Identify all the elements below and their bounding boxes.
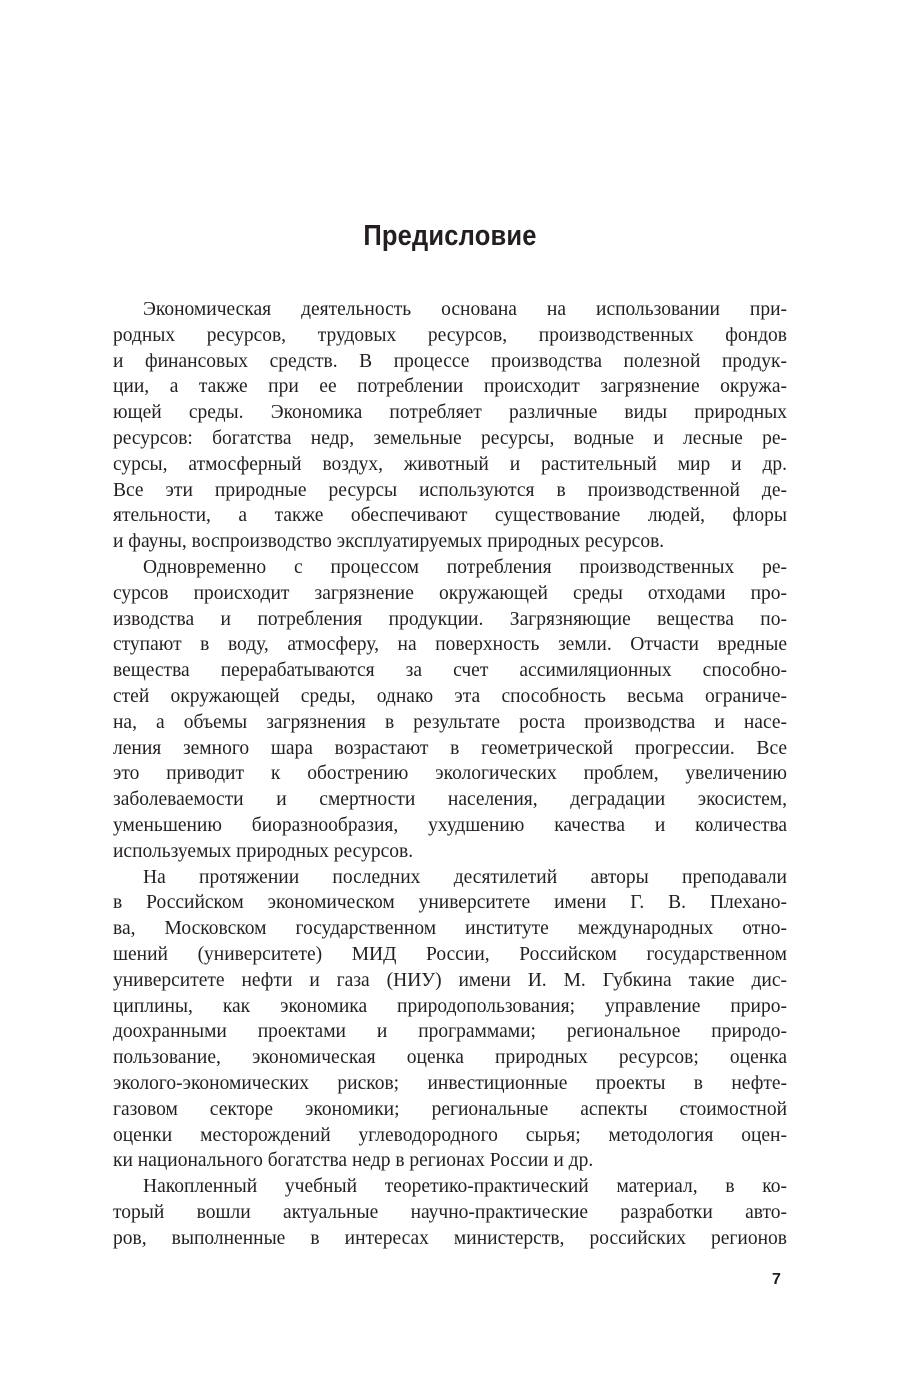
paragraph <box>113 1174 787 1251</box>
text-line: и финансовых средств. В процессе производства полезной продук- <box>113 350 787 372</box>
text-line: шений (университете) МИД России, Российском государственном <box>113 943 787 965</box>
text-line: стей окружающей среды, однако эта способность весьма ограниче- <box>113 685 787 707</box>
text-line: ятельности, а также обеспечивают существование людей, флоры <box>113 505 787 527</box>
text-line: ступают в воду, атмосферу, на поверхность земли. Отчасти вредные <box>113 634 787 656</box>
text-line: Экономическая деятельность основана на использовании при- <box>143 299 787 320</box>
text-line: ки национального богатства недр в регионах России и др. <box>113 1150 594 1172</box>
text-line: университете нефти и газа (НИУ) имени И. М. Губкина такие дис- <box>113 969 787 991</box>
text-line: газовом секторе экономики; региональные аспекты стоимостной <box>113 1098 787 1120</box>
text-line: и фауны, воспроизводство эксплуатируемых природных ресурсов. <box>113 531 665 553</box>
text-line: На протяжении последних десятилетий авторы преподавали <box>143 866 787 888</box>
text-line: изводства и потребления продукции. Загрязняющие вещества по- <box>113 608 787 630</box>
text-line: ления земного шара возрастают в геометрической прогрессии. Все <box>113 737 787 759</box>
text-line: циплины, как экономика природопользования; управление приро- <box>113 995 787 1017</box>
text-line: ции, а также при ее потреблении происходит загрязнение окружа- <box>113 376 787 398</box>
text-line: это приводит к обострению экологических проблем, увеличению <box>113 763 787 785</box>
text-line: ющей среды. Экономика потребляет различные виды природных <box>113 402 787 424</box>
text-line: Накопленный учебный теоретико-практический материал, в ко- <box>143 1176 787 1198</box>
text-line: используемых природных ресурсов. <box>113 840 414 862</box>
text-line: Одновременно с процессом потребления производственных ре- <box>143 556 787 578</box>
text-line: сурсов происходит загрязнение окружающей среды отходами про- <box>113 582 787 604</box>
text-line: на, а объемы загрязнения в результате роста производства и насе- <box>113 711 787 733</box>
text-line: пользование, экономическая оценка природных ресурсов; оценка <box>113 1047 787 1069</box>
text-line: оценки месторождений углеводородного сырья; методология оцен- <box>113 1124 787 1146</box>
paragraph <box>113 555 787 865</box>
text-line: ресурсов: богатства недр, земельные ресурсы, водные и лесные ре- <box>113 427 787 449</box>
body-text <box>113 297 787 1251</box>
text-line: Все эти природные ресурсы используются в производственной де- <box>113 479 787 501</box>
page-title: Предисловие <box>363 220 537 252</box>
text-line: сурсы, атмосферный воздух, животный и растительный мир и др. <box>113 453 787 475</box>
text-line: родных ресурсов, трудовых ресурсов, производственных фондов <box>113 324 787 346</box>
text-line: эколого-экономических рисков; инвестиционные проекты в нефте- <box>113 1072 787 1094</box>
paragraph <box>113 297 787 555</box>
paragraph <box>113 865 787 1175</box>
text-line: доохранными проектами и программами; региональное природо- <box>113 1021 787 1043</box>
text-line: в Российском экономическом университете имени Г. В. Плехано- <box>113 892 787 914</box>
text-line: торый вошли актуальные научно-практические разработки авто- <box>113 1201 787 1223</box>
page-number: 7 <box>772 1271 781 1288</box>
text-line: уменьшению биоразнообразия, ухудшению качества и количества <box>113 814 787 836</box>
text-line: ров, выполненные в интересах министерств, российских регионов <box>113 1227 787 1249</box>
text-line: заболеваемости и смертности населения, деградации экосистем, <box>113 789 787 811</box>
text-line: ва, Московском государственном институте международных отно- <box>113 918 787 940</box>
text-line: вещества перерабатываются за счет ассимиляционных способно- <box>113 660 787 682</box>
